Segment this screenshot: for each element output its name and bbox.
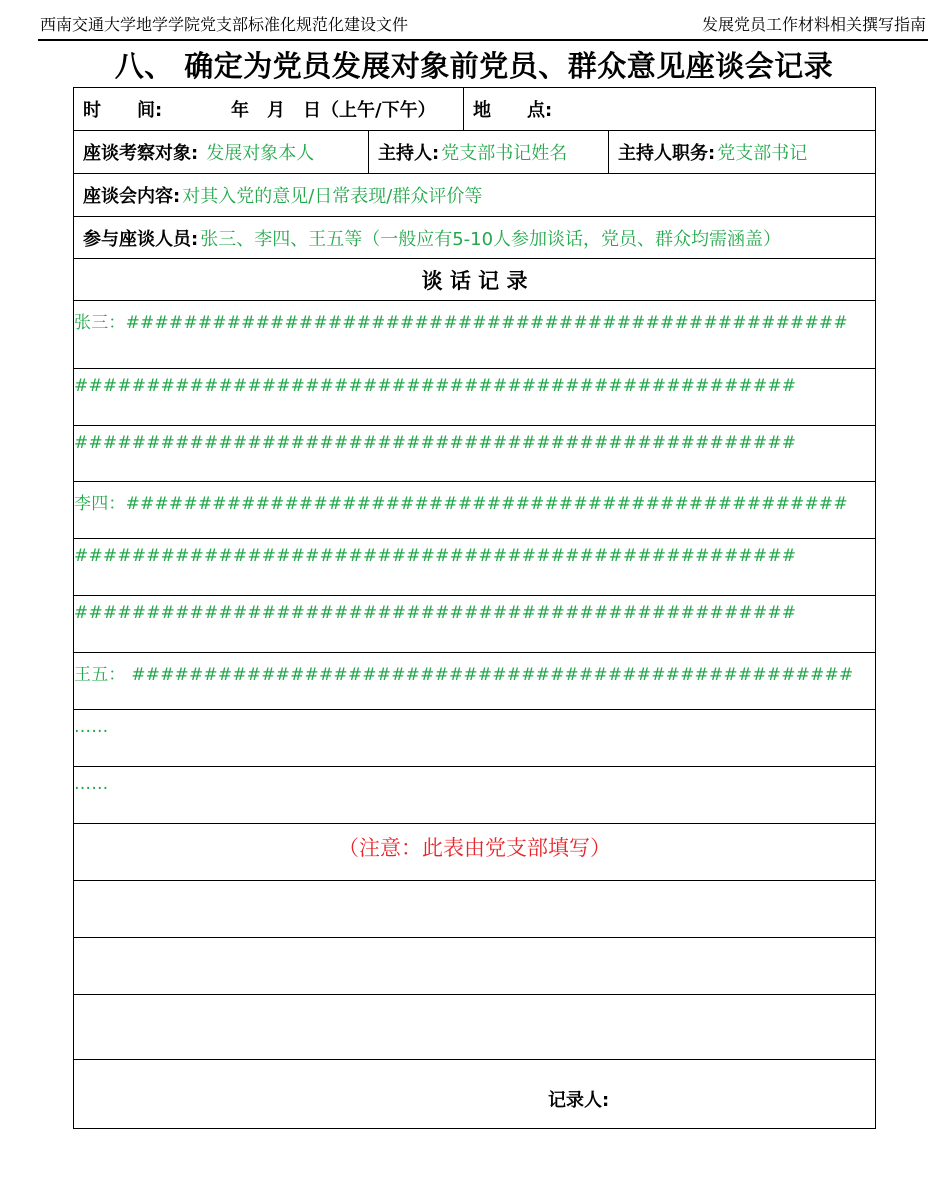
content-row [74, 174, 875, 217]
document-header-right: 发展党员工作材料相关撰写指南 [701, 15, 926, 34]
empty-record-row[interactable] [74, 938, 875, 995]
record-row[interactable] [74, 767, 875, 824]
record-row[interactable] [74, 653, 875, 710]
record-text: ################################################## [74, 433, 797, 453]
participants-row [74, 217, 875, 259]
empty-record-row[interactable] [74, 881, 875, 938]
section-title-row [74, 259, 875, 301]
place-label: 地 点: [473, 100, 553, 121]
participants-cell [83, 217, 781, 258]
subject-label: 座谈考察对象: [83, 143, 199, 164]
record-text: 张三：################################################## [74, 313, 848, 333]
empty-record-row[interactable] [74, 995, 875, 1060]
participants-value[interactable]: 张三、李四、王五等（一般应有5-10人参加谈话，党员、群众均需涵盖） [200, 228, 782, 250]
record-form [73, 87, 876, 1129]
record-row[interactable] [74, 426, 875, 482]
record-text: 李四：################################################## [74, 494, 848, 514]
record-row[interactable] [74, 710, 875, 767]
host-label: 主持人: [378, 143, 440, 164]
record-text: ################################################## [74, 376, 797, 396]
host-cell [378, 131, 567, 173]
record-row[interactable] [74, 369, 875, 426]
subject-cell [83, 131, 314, 173]
host-value[interactable]: 党支部书记姓名 [441, 143, 568, 164]
record-ellipsis: …… [74, 717, 109, 737]
document-header-left: 西南交通大学地学学院党支部标准化规范化建设文件 [40, 15, 409, 34]
note-row [74, 824, 875, 881]
participants-label: 参与座谈人员: [83, 228, 199, 250]
record-row[interactable] [74, 539, 875, 596]
page-title: 八、 确定为党员发展对象前党员、群众意见座谈会记录 [114, 49, 834, 83]
content-cell [83, 174, 482, 216]
host-title-value[interactable]: 党支部书记 [717, 143, 808, 164]
record-text: ################################################## [74, 546, 797, 566]
header-divider [38, 39, 928, 41]
record-row[interactable] [74, 482, 875, 539]
cell-divider [368, 131, 369, 173]
time-place-row [74, 88, 875, 131]
content-label: 座谈会内容: [83, 186, 181, 207]
cell-divider [608, 131, 609, 173]
section-title: 谈 话 记 录 [421, 268, 528, 293]
recorder-label: 记录人: [548, 1090, 610, 1111]
record-text: 王五： ################################################## [74, 665, 854, 685]
record-row[interactable] [74, 596, 875, 653]
subject-value[interactable]: 发展对象本人 [206, 143, 315, 164]
time-label: 时 间: [83, 100, 163, 121]
fill-note: （注意：此表由党支部填写） [338, 836, 611, 860]
record-text: ################################################## [74, 603, 797, 623]
host-title-label: 主持人职务: [618, 143, 716, 164]
record-ellipsis: …… [74, 774, 109, 794]
host-title-cell [618, 131, 807, 173]
cell-divider [463, 88, 464, 130]
content-value[interactable]: 对其入党的意见/日常表现/群众评价等 [182, 186, 483, 207]
record-row[interactable] [74, 301, 875, 369]
subject-host-row [74, 131, 875, 174]
time-value[interactable]: 年 月 日（上午/下午） [231, 100, 436, 121]
